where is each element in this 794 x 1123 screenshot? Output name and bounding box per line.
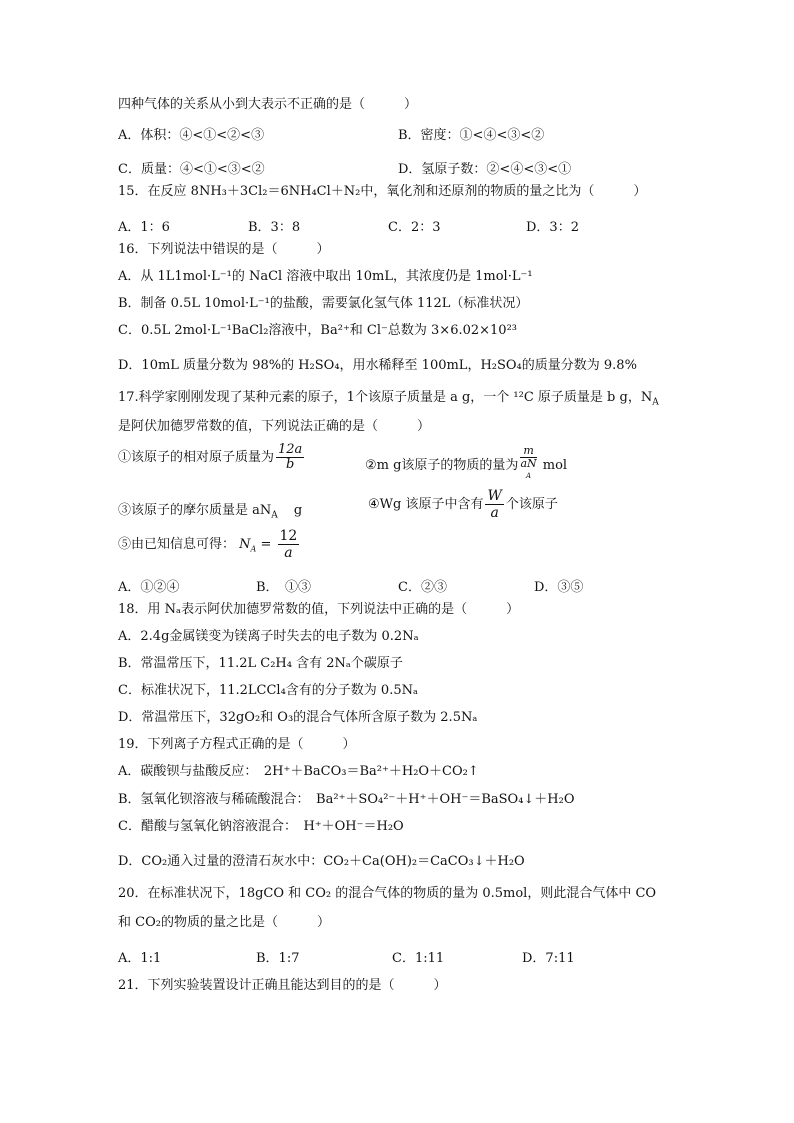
fraction-12-over-a: $\frac{12}{a}$ bbox=[279, 528, 298, 561]
q16-option-b[interactable]: B．制备 0.5L 10mol·L⁻¹的盐酸，需要氯化氢气体 112L（标准状况） bbox=[118, 296, 529, 311]
fraction-m-over-aNA: m aN $^A$ bbox=[520, 444, 537, 480]
q15-option-a[interactable]: A．1：6 bbox=[118, 220, 170, 235]
q19-option-b[interactable]: B．氢氧化钡溶液与稀硫酸混合： Ba²⁺＋SO₄²⁻＋H⁺＋OH⁻＝BaSO₄↓＋H₂O bbox=[118, 792, 575, 807]
q17-na-subscript: A bbox=[652, 397, 659, 408]
q19-option-c[interactable]: C．醋酸与氢氧化钠溶液混合： H⁺＋OH⁻＝H₂O bbox=[118, 819, 404, 834]
q18-option-c[interactable]: C．标准状况下，11.2LCCl₄含有的分子数为 0.5Nₐ bbox=[118, 683, 418, 698]
q19-stem: 19．下列离子方程式正确的是（ ） bbox=[118, 737, 356, 752]
q14-option-d[interactable]: D．氢原子数：②<④<③<① bbox=[398, 162, 572, 177]
q20-line1: 20．在标准状况下，18gCO 和 CO₂ 的混合气体的物质的量为 0.5mol，则此混合气体中 CO bbox=[118, 886, 657, 901]
q14-option-c[interactable]: C．质量：④<①<③<② bbox=[118, 162, 265, 177]
q15-option-c[interactable]: C．2：3 bbox=[388, 220, 441, 235]
q20-line2: 和 CO₂的物质的量之比是（ ） bbox=[118, 915, 330, 930]
q17-item-2: ②m g该原子的物质的量为 m aN $^A$ mol bbox=[365, 445, 567, 486]
q17-item-1: ①该原子的相对原子质量为 $\frac{12a}{b}$ bbox=[118, 442, 303, 472]
q14-option-b[interactable]: B．密度：①<④<③<② bbox=[398, 128, 545, 143]
q16-stem: 16．下列说法中错误的是（ ） bbox=[118, 242, 330, 257]
q17-option-c[interactable]: C．②③ bbox=[398, 580, 447, 595]
q17-item-5: ⑤由已知信息可得： $N_A$ = $\frac{12}{a}$ bbox=[118, 528, 298, 561]
q20-option-a[interactable]: A．1:1 bbox=[118, 951, 162, 966]
q15-option-d[interactable]: D．3：2 bbox=[526, 220, 579, 235]
fraction-W-over-a: $\frac{W}{a}$ bbox=[487, 488, 502, 521]
q21-stem: 21．下列实验装置设计正确且能达到目的的是（ ） bbox=[118, 978, 447, 993]
q17-line1: 17.科学家刚刚发现了某种元素的原子，1个该原子质量是 a g，一个 ¹²C 原子质量是 b g，$N_A$ bbox=[118, 390, 659, 408]
q20-option-d[interactable]: D．7:11 bbox=[522, 951, 575, 966]
q20-option-c[interactable]: C．1:11 bbox=[392, 951, 445, 966]
q17-option-d[interactable]: D．③⑤ bbox=[534, 580, 584, 595]
q19-option-d[interactable]: D．CO₂通入过量的澄清石灰水中：CO₂＋Ca(OH)₂＝CaCO₃↓＋H₂O bbox=[118, 854, 525, 869]
q15-stem: 15．在反应 8NH₃＋3Cl₂＝6NH₄Cl＋N₂中，氧化剂和还原剂的物质的量之比为（ ） bbox=[118, 184, 647, 199]
q16-option-c[interactable]: C．0.5L 2mol·L⁻¹BaCl₂溶液中，Ba²⁺和 Cl⁻总数为 3×6.02×10²³ bbox=[118, 323, 518, 338]
q15-option-b[interactable]: B．3：8 bbox=[248, 220, 301, 235]
q18-option-d[interactable]: D．常温常压下，32gO₂和 O₃的混合气体所含原子数为 2.5Nₐ bbox=[118, 710, 478, 725]
fraction-12a-over-b: $\frac{12a}{b}$ bbox=[278, 442, 303, 472]
q17-option-b[interactable]: B． ①③ bbox=[256, 580, 312, 595]
q19-option-a[interactable]: A．碳酸钡与盐酸反应： 2H⁺＋BaCO₃＝Ba²⁺＋H₂O＋CO₂↑ bbox=[118, 764, 479, 779]
q14-option-a[interactable]: A．体积：④<①<②<③ bbox=[118, 128, 265, 143]
q16-option-a[interactable]: A．从 1L1mol·L⁻¹的 NaCl 溶液中取出 10mL，其浓度仍是 1mol·L⁻¹ bbox=[118, 269, 533, 284]
q16-option-d[interactable]: D．10mL 质量分数为 98%的 H₂SO₄，用水稀释至 100mL，H₂SO₄的质量分数为 9.8% bbox=[118, 358, 637, 373]
q18-stem: 18．用 Nₐ表示阿伏加德罗常数的值，下列说法中正确的是（ ） bbox=[118, 602, 520, 617]
intro-line: 四种气体的关系从小到大表示不正确的是（ ） bbox=[118, 97, 418, 112]
q17-item-4: ④Wg 该原子中含有 $\frac{W}{a}$ 个该原子 bbox=[368, 488, 558, 521]
q18-option-a[interactable]: A．2.4g金属镁变为镁离子时失去的电子数为 0.2Nₐ bbox=[118, 629, 419, 644]
q17-option-a[interactable]: A．①②④ bbox=[118, 580, 180, 595]
q20-option-b[interactable]: B．1:7 bbox=[256, 951, 300, 966]
q18-option-b[interactable]: B．常温常压下，11.2L C₂H₄ 含有 2Nₐ个碳原子 bbox=[118, 656, 403, 671]
q17-item-3: ③该原子的摩尔质量是 $aN_A$ g bbox=[118, 503, 303, 521]
q17-line2: 是阿伏加德罗常数的值，下列说法正确的是（ ） bbox=[118, 419, 431, 434]
